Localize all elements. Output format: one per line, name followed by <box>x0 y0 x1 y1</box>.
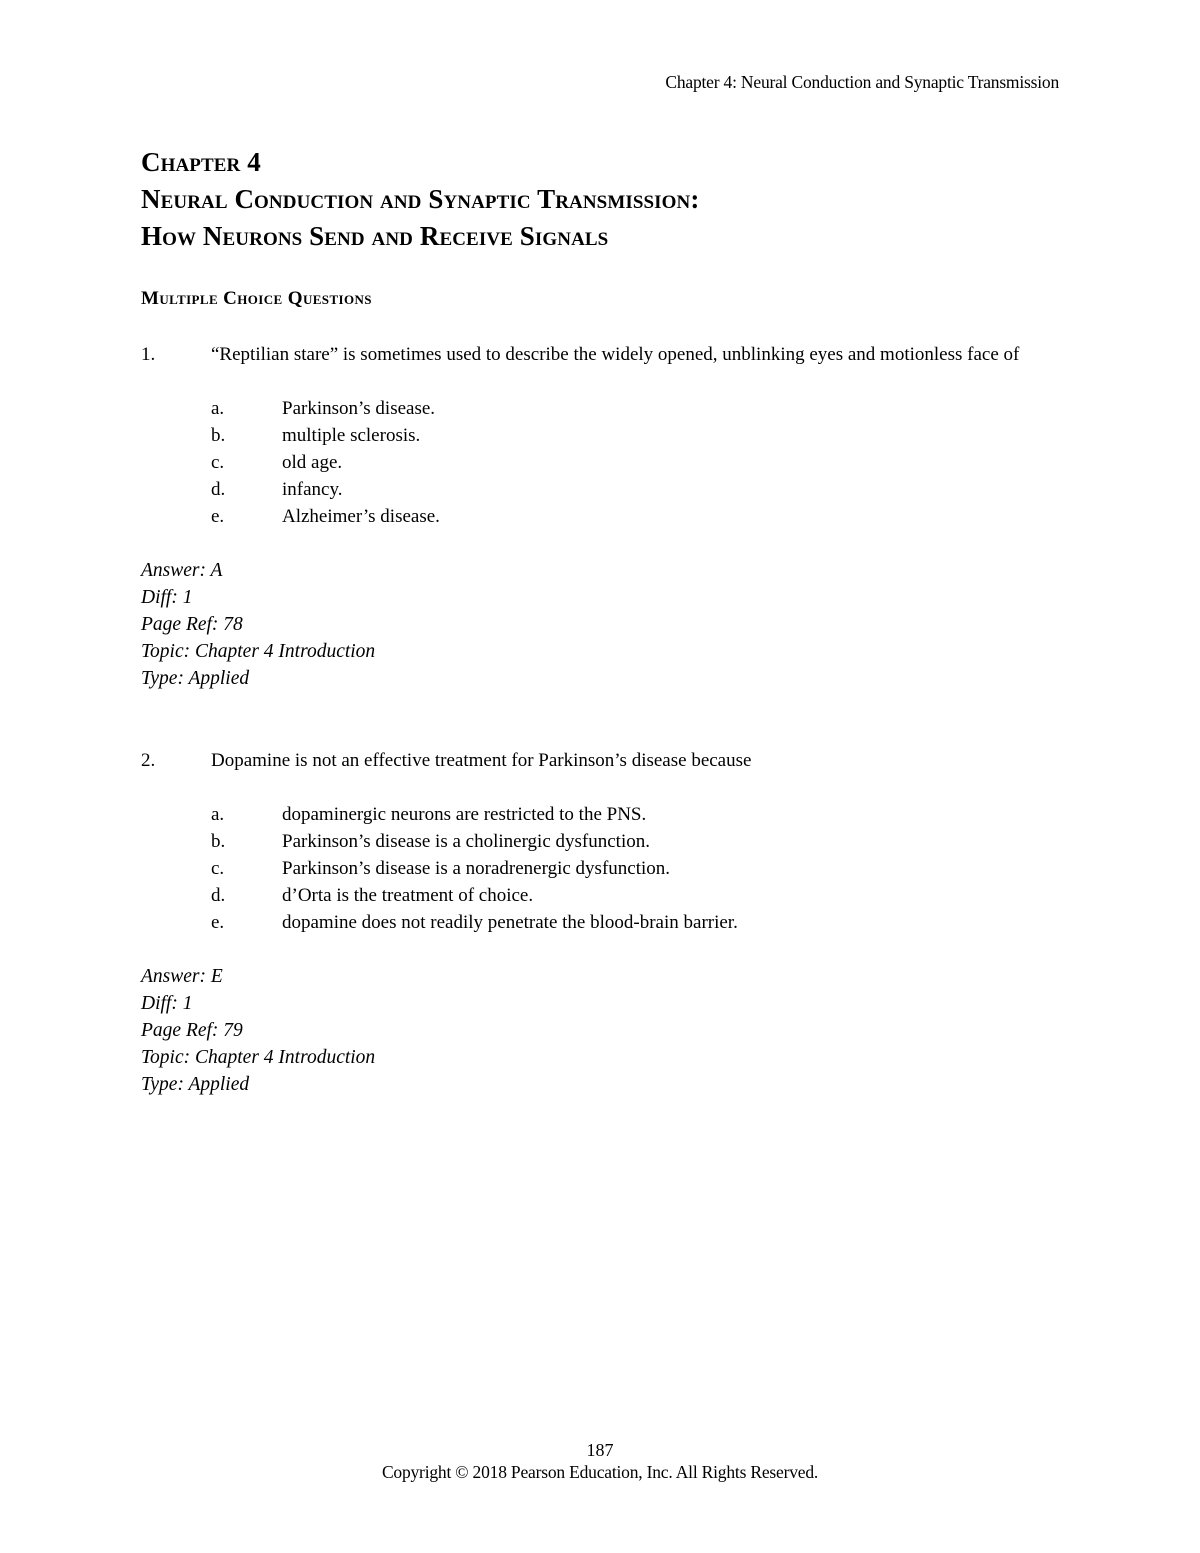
question-1 <box>141 341 1061 692</box>
topic: Topic: Chapter 4 Introduction <box>141 641 376 662</box>
option-c <box>141 449 1061 476</box>
option-letter: b. <box>211 425 226 446</box>
option-letter: d. <box>211 885 226 906</box>
option-letter: a. <box>211 398 225 419</box>
difficulty: Diff: 1 <box>141 587 193 608</box>
option-letter: b. <box>211 831 226 852</box>
question-type: Type: Applied <box>141 668 250 689</box>
option-text: old age. <box>282 452 343 473</box>
copyright-notice: Copyright © 2018 Pearson Education, Inc. All Rights Reserved. <box>381 1462 819 1482</box>
page-ref: Page Ref: 79 <box>141 1020 243 1041</box>
question-type: Type: Applied <box>141 1074 250 1095</box>
option-letter: c. <box>211 452 225 473</box>
chapter-title-line-1: Neural Conduction and Synaptic Transmission: <box>141 184 700 214</box>
question-stem <box>141 747 1061 774</box>
difficulty: Diff: 1 <box>141 993 193 1014</box>
question-metadata <box>141 557 1061 692</box>
option-letter: e. <box>211 506 225 527</box>
running-header: Chapter 4: Neural Conduction and Synaptic Transmission <box>665 72 1059 92</box>
option-text: Alzheimer’s disease. <box>282 506 440 527</box>
topic: Topic: Chapter 4 Introduction <box>141 1047 376 1068</box>
section-title: Multiple Choice Questions <box>141 288 372 309</box>
option-c <box>141 855 1061 882</box>
chapter-title <box>141 144 699 255</box>
option-b <box>141 828 1061 855</box>
chapter-title-line-2: How Neurons Send and Receive Signals <box>141 221 609 251</box>
option-d <box>141 476 1061 503</box>
page-number: 187 <box>586 1440 614 1460</box>
question-2 <box>141 747 1061 1098</box>
option-text: dopaminergic neurons are restricted to the PNS. <box>282 804 647 825</box>
question-number: 2. <box>141 750 156 771</box>
option-text: multiple sclerosis. <box>282 425 421 446</box>
option-e <box>141 909 1061 936</box>
question-text: “Reptilian stare” is sometimes used to describe the widely opened, unblinking eyes and motionless face of <box>211 344 1020 365</box>
option-letter: e. <box>211 912 225 933</box>
question-metadata <box>141 963 1061 1098</box>
option-b <box>141 422 1061 449</box>
answer-key: Answer: A <box>141 560 223 581</box>
option-letter: c. <box>211 858 225 879</box>
answer-key: Answer: E <box>141 966 223 987</box>
question-number: 1. <box>141 344 156 365</box>
question-text: Dopamine is not an effective treatment for Parkinson’s disease because <box>211 750 752 771</box>
option-text: Parkinson’s disease is a noradrenergic dysfunction. <box>282 858 671 879</box>
option-text: dopamine does not readily penetrate the blood-brain barrier. <box>282 912 738 933</box>
option-letter: d. <box>211 479 226 500</box>
option-text: d’Orta is the treatment of choice. <box>282 885 534 906</box>
option-text: Parkinson’s disease. <box>282 398 436 419</box>
option-text: infancy. <box>282 479 343 500</box>
option-e <box>141 503 1061 530</box>
chapter-number: Chapter 4 <box>141 147 261 177</box>
answer-options <box>141 801 1061 936</box>
option-a <box>141 801 1061 828</box>
option-a <box>141 395 1061 422</box>
question-stem <box>141 341 1061 368</box>
option-d <box>141 882 1061 909</box>
option-text: Parkinson’s disease is a cholinergic dysfunction. <box>282 831 650 852</box>
option-letter: a. <box>211 804 225 825</box>
answer-options <box>141 395 1061 530</box>
page-ref: Page Ref: 78 <box>141 614 243 635</box>
